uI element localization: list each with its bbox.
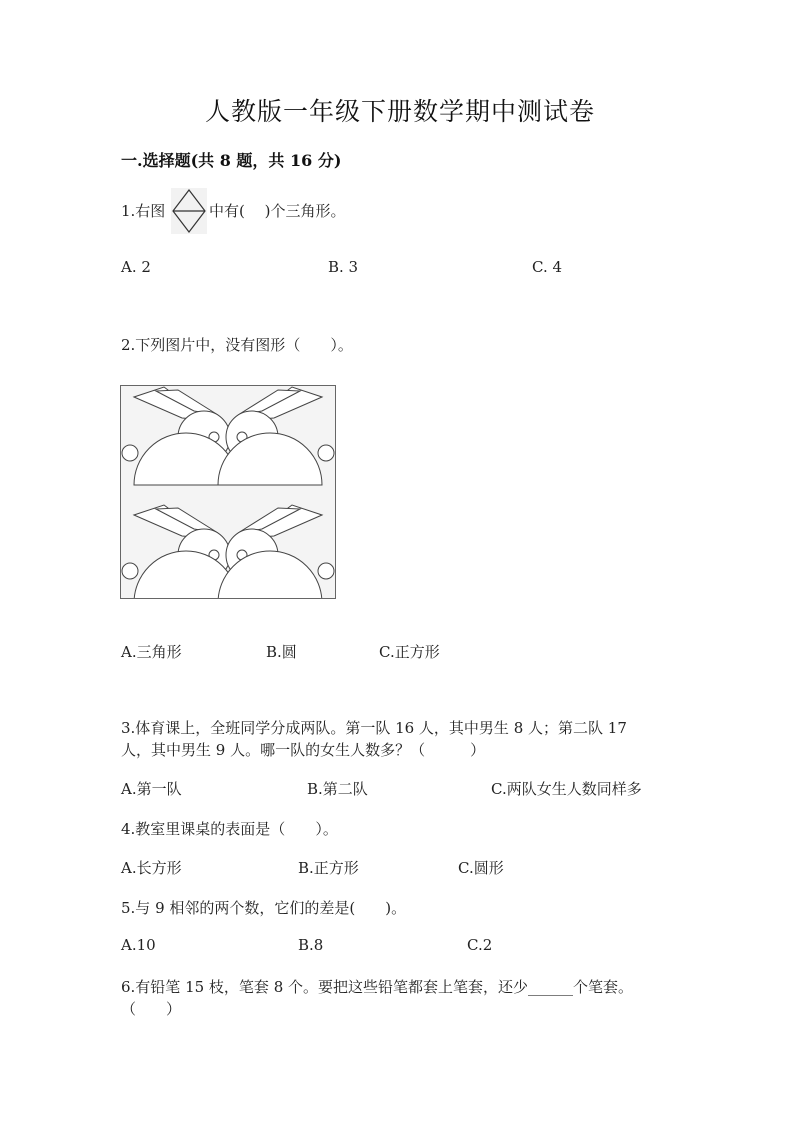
q3-option-b: B.第二队 bbox=[307, 780, 368, 798]
q1-option-b: B. 3 bbox=[328, 258, 359, 276]
question-5-stem: 5.与 9 相邻的两个数，它们的差是( )。 bbox=[121, 899, 407, 917]
q1-option-a: A. 2 bbox=[121, 258, 151, 276]
q5-option-b: B.8 bbox=[298, 936, 324, 954]
q4-option-c: C.圆形 bbox=[458, 859, 504, 877]
q1-option-c: C. 4 bbox=[532, 258, 563, 276]
diamond-triangles-figure bbox=[171, 188, 207, 234]
q2-option-a: A.三角形 bbox=[121, 643, 182, 661]
question-6-stem-line2: （ ） bbox=[121, 1000, 182, 1018]
q2-option-c: C.正方形 bbox=[379, 643, 440, 661]
q3-option-c: C.两队女生人数同样多 bbox=[491, 780, 642, 798]
question-4-stem: 4.教室里课桌的表面是（ ）。 bbox=[121, 820, 338, 838]
question-1-stem-prefix: 1.右图 bbox=[121, 202, 166, 220]
q5-option-a: A.10 bbox=[121, 936, 156, 954]
question-2-stem: 2.下列图片中，没有图形（ ）。 bbox=[121, 336, 353, 354]
question-3-stem-line1: 3.体育课上，全班同学分成两队。第一队 16 人，其中男生 8 人；第二队 17 bbox=[121, 719, 627, 737]
q4-option-b: B.正方形 bbox=[298, 859, 359, 877]
question-6-stem-line1: 6.有铅笔 15 枝，笔套 8 个。要把这些铅笔都套上笔套，还少______个笔套。 bbox=[121, 978, 634, 996]
q3-option-a: A.第一队 bbox=[121, 780, 182, 798]
question-1-stem-suffix: 中有( )个三角形。 bbox=[209, 202, 346, 220]
rabbit-shapes-picture bbox=[120, 385, 336, 599]
page-title: 人教版一年级下册数学期中测试卷 bbox=[204, 97, 595, 126]
q4-option-a: A.长方形 bbox=[121, 859, 182, 877]
q5-option-c: C.2 bbox=[467, 936, 493, 954]
q2-option-b: B.圆 bbox=[266, 643, 297, 661]
question-3-stem-line2: 人，其中男生 9 人。哪一队的女生人数多？（ ） bbox=[121, 741, 486, 759]
section-heading: 一.选择题(共 8 题，共 16 分) bbox=[121, 151, 342, 170]
